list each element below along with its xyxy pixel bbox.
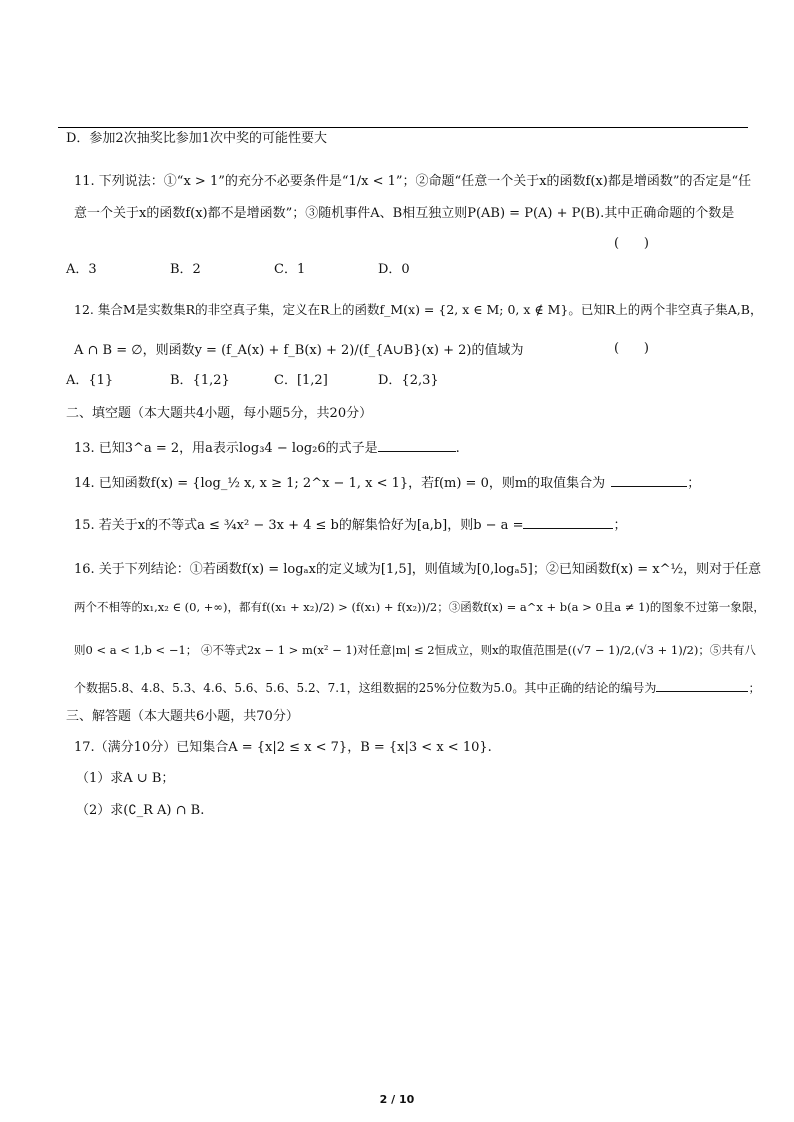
- q13-blank: [378, 437, 456, 452]
- q11-options: [66, 260, 482, 280]
- q11-option-b: B．2: [170, 262, 201, 277]
- q12-option-a: A．{1}: [66, 373, 114, 388]
- q13-end: .: [455, 441, 460, 456]
- q13: [74, 437, 460, 459]
- q16-blank: [656, 677, 748, 692]
- section-2-heading: 二、填空题（本大题共4小题，每小题5分，共20分）: [66, 406, 373, 421]
- q12-option-c: C．[1,2]: [274, 373, 328, 388]
- q14-blank: [611, 472, 687, 487]
- q14-end: ；: [687, 476, 701, 491]
- q16-line-4: [74, 677, 760, 698]
- q17-stem: 17.（满分10分）已知集合A = {x|2 ≤ x < 7}，B = {x|3 < x < 10}.: [74, 740, 492, 755]
- q11-answer-bracket: ( ): [614, 236, 649, 251]
- q16-line-3: 则0 < a < 1,b < −1； ④不等式2x − 1 > m(x² − 1)对任意|m| ≤ 2恒成立，则x的取值范围是((√7 − 1)/2,(√3 + 1)/2)；⑤共有八: [74, 643, 756, 657]
- header-rule: [58, 127, 748, 128]
- option-d-previous: D．参加2次抽奖比参加1次中奖的可能性要大: [66, 131, 327, 146]
- q17-part-1: （1）求A ∪ B；: [76, 771, 175, 786]
- q11-line-1: 11. 下列说法：①“x > 1”的充分不必要条件是“1/x < 1”；②命题“任意一个关于x的函数f(x)都是增函数”的否定是“任: [74, 174, 752, 189]
- q17-part-2: （2）求(∁_R A) ∩ B.: [76, 803, 205, 818]
- q13-text: 13. 已知3^a = 2，用a表示log₃4 − log₂6的式子是: [74, 441, 378, 456]
- q12-option-d: D．{2,3}: [378, 373, 439, 388]
- q15-text: 15. 若关于x的不等式a ≤ ¾x² − 3x + 4 ≤ b的解集恰好为[a,b]，则b − a =: [74, 518, 524, 533]
- q16-line-1: 16. 关于下列结论：①若函数f(x) = logₐx的定义域为[1,5]，则值域为[0,logₐ5]；②已知函数f(x) = x^½，则对于任意: [74, 562, 762, 577]
- q15: [74, 514, 626, 536]
- q16-end: ；: [748, 681, 761, 695]
- q12-options: [66, 371, 482, 391]
- q14-text: 14. 已知函数f(x) = {log_½ x, x ≥ 1; 2^x − 1, x < 1}，若f(m) = 0，则m的取值集合为: [74, 476, 606, 491]
- q11-line-2: 意一个关于x的函数f(x)都不是增函数”；③随机事件A、B相互独立则P(AB) = P(A) + P(B).其中正确命题的个数是: [74, 206, 735, 221]
- page-number: 2 / 10: [379, 1093, 415, 1106]
- q11-option-c: C．1: [274, 262, 306, 277]
- q12-answer-bracket: ( ): [614, 341, 649, 356]
- q12-option-b: B．{1,2}: [170, 373, 230, 388]
- q11-option-d: D．0: [378, 262, 410, 277]
- section-3-heading: 三、解答题（本大题共6小题，共70分）: [66, 709, 299, 724]
- q12-line-1: 12. 集合M是实数集R的非空真子集，定义在R上的函数f_M(x) = {2, x ∈ M; 0, x ∉ M}。已知R上的两个非空真子集A,B，: [74, 302, 763, 317]
- q11-option-a: A．3: [66, 262, 97, 277]
- q14: [74, 472, 700, 494]
- q15-end: ；: [613, 518, 627, 533]
- q16-line-4-text: 个数据5.8、4.8、5.3、4.6、5.6、5.6、5.2、7.1，这组数据的25%分位数为5.0。其中正确的结论的编号为: [74, 681, 657, 695]
- q15-blank: [523, 514, 613, 529]
- q12-line-2: A ∩ B = ∅，则函数y = (f_A(x) + f_B(x) + 2)/(f_{A∪B}(x) + 2)的值域为: [74, 343, 524, 358]
- q16-line-2: 两个不相等的x₁,x₂ ∈ (0, +∞)，都有f((x₁ + x₂)/2) > (f(x₁) + f(x₂))/2；③函数f(x) = a^x + b(a > 0且a ≠ 1)的图象不过第一象限，: [74, 600, 765, 614]
